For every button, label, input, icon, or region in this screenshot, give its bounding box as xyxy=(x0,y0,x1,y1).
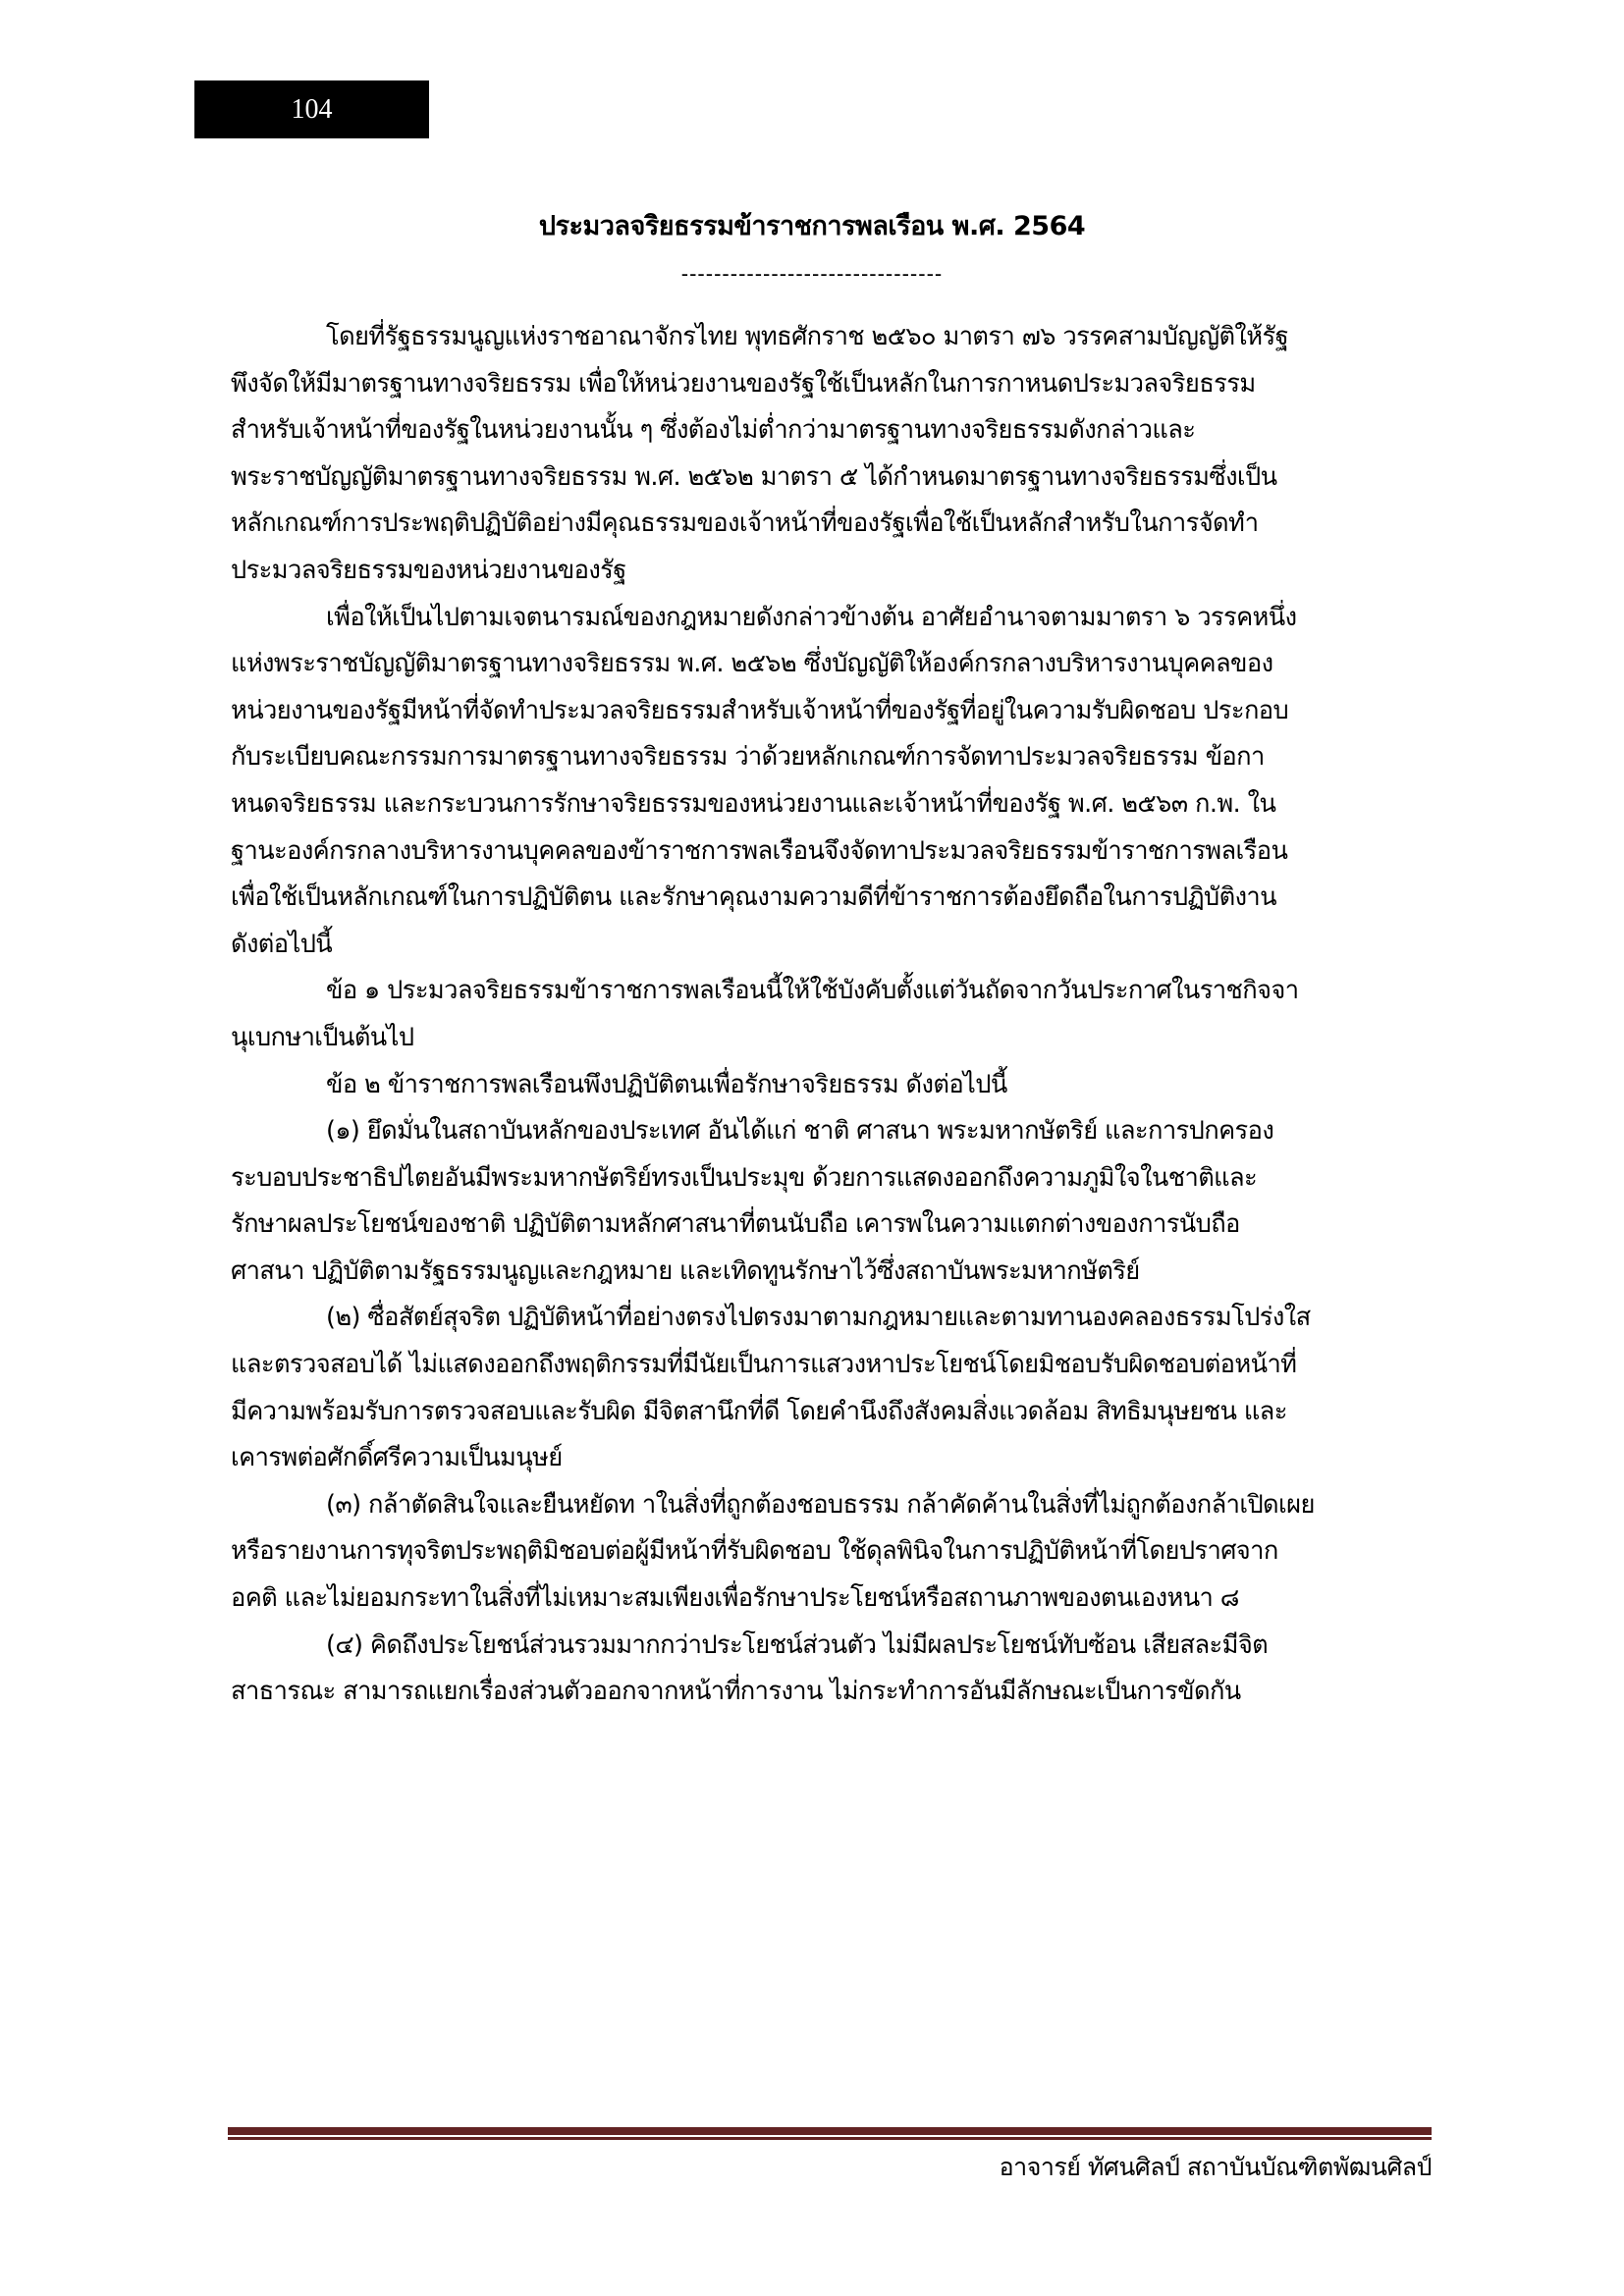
body-line: ประมวลจริยธรรมของหน่วยงานของรัฐ xyxy=(231,555,626,585)
body-line: ข้อ ๑ ประมวลจริยธรรมข้าราชการพลเรือนนี้ให้ใช้บังคับตั้งแต่วันถัดจากวันประกาศในราชกิจจา xyxy=(326,976,1299,1006)
document-title: ประมวลจริยธรรมข้าราชการพลเรือน พ.ศ. 2564 xyxy=(538,211,1086,241)
body-line: ข้อ ๒ ข้าราชการพลเรือนพึงปฏิบัติตนเพื่อรักษาจริยธรรม ดังต่อไปนี้ xyxy=(326,1069,1007,1099)
body-line: ฐานะองค์กรกลางบริหารงานบุคคลของข้าราชการพลเรือนจึงจัดทาประมวลจริยธรรมข้าราชการพลเรือน xyxy=(231,835,1288,866)
body-line: แห่งพระราชบัญญัติมาตรฐานทางจริยธรรม พ.ศ. ๒๕๖๒ ซึ่งบัญญัติให้องค์กรกลางบริหารงานบุคคลของ xyxy=(231,649,1273,679)
body-line: อคติ และไม่ยอมกระทาในสิ่งที่ไม่เหมาะสมเพียงเพื่อรักษาประโยชน์หรือสถานภาพของตนเองหนา ๘ xyxy=(231,1583,1239,1614)
body-line: (๒) ซื่อสัตย์สุจริต ปฏิบัติหน้าที่อย่างตรงไปตรงมาตามกฎหมายและตามทานองคลองธรรมโปร่งใส xyxy=(326,1303,1311,1333)
body-line: ดังต่อไปนี้ xyxy=(231,929,333,959)
body-line: (๑) ยึดมั่นในสถาบันหลักของประเทศ อันได้แก่ ชาติ ศาสนา พระมหากษัตริย์ และการปกครอง xyxy=(326,1116,1274,1147)
body-line: สาธารณะ สามารถแยกเรื่องส่วนตัวออกจากหน้าที่การงาน ไม่กระทำการอันมีลักษณะเป็นการขัดกัน xyxy=(231,1677,1241,1707)
page-number: 104 xyxy=(291,93,333,125)
footer-rule-thin xyxy=(228,2137,1432,2140)
body-line: พระราชบัญญัติมาตรฐานทางจริยธรรม พ.ศ. ๒๕๖๒ มาตรา ๕ ได้กำหนดมาตรฐานทางจริยธรรมซึ่งเป็น xyxy=(231,461,1277,492)
body-line: หน่วยงานของรัฐมีหน้าที่จัดทำประมวลจริยธรรมสำหรับเจ้าหน้าที่ของรัฐที่อยู่ในความรับผิดชอบ ประกอบ xyxy=(231,695,1289,725)
body-line: เคารพต่อศักดิ์ศรีความเป็นมนุษย์ xyxy=(231,1443,563,1473)
body-line: เพื่อให้เป็นไปตามเจตนารมณ์ของกฎหมายดังกล่าวข้างต้น อาศัยอำนาจตามมาตรา ๖ วรรคหนึ่ง xyxy=(326,602,1297,632)
footer-rule-thick xyxy=(228,2127,1432,2135)
body-line: หนดจริยธรรม และกระบวนการรักษาจริยธรรมของหน่วยงานและเจ้าหน้าที่ของรัฐ พ.ศ. ๒๕๖๓ ก.พ. ใน xyxy=(231,788,1276,819)
body-line: พึงจัดให้มีมาตรฐานทางจริยธรรม เพื่อให้หน่วยงานของรัฐใช้เป็นหลักในการกาหนดประมวลจริยธรรม xyxy=(231,368,1256,399)
body-line: กับระเบียบคณะกรรมการมาตรฐานทางจริยธรรม ว่าด้วยหลักเกณฑ์การจัดทาประมวลจริยธรรม ข้อกา xyxy=(231,742,1265,773)
document-body xyxy=(231,314,1431,1716)
body-line: หรือรายงานการทุจริตประพฤติมิชอบต่อผู้มีหน้าที่รับผิดชอบ ใช้ดุลพินิจในการปฏิบัติหน้าที่โดยปราศจาก xyxy=(231,1536,1278,1567)
footer-author-institution: อาจารย์ ทัศนศิลป์ สถาบันบัณฑิตพัฒนศิลป์ xyxy=(999,2153,1432,2181)
body-line: (๓) กล้าตัดสินใจและยืนหยัดท าในสิ่งที่ถูกต้องชอบธรรม กล้าคัดค้านในสิ่งที่ไม่ถูกต้องกล้าเปิดเผย xyxy=(326,1489,1315,1520)
body-line: นุเบกษาเป็นต้นไป xyxy=(231,1022,414,1052)
page-number-box xyxy=(194,80,429,138)
body-line: สำหรับเจ้าหน้าที่ของรัฐในหน่วยงานนั้น ๆ ซึ่งต้องไม่ต่ำกว่ามาตรฐานทางจริยธรรมดังกล่าวและ xyxy=(231,415,1196,446)
body-line: หลักเกณฑ์การประพฤติปฏิบัติอย่างมีคุณธรรมของเจ้าหน้าที่ของรัฐเพื่อใช้เป็นหลักสำหรับในการจัดทำ xyxy=(231,508,1259,539)
body-line: ระบอบประชาธิปไตยอันมีพระมหากษัตริย์ทรงเป็นประมุข ด้วยการแสดงออกถึงความภูมิใจในชาติและ xyxy=(231,1162,1258,1193)
body-line: และตรวจสอบได้ ไม่แสดงออกถึงพฤติกรรมที่มีนัยเป็นการแสวงหาประโยชน์โดยมิชอบรับผิดชอบต่อหน้าที่ xyxy=(231,1350,1297,1380)
body-line: (๔) คิดถึงประโยชน์ส่วนรวมมากกว่าประโยชน์ส่วนตัว ไม่มีผลประโยชน์ทับซ้อน เสียสละมีจิต xyxy=(326,1629,1269,1660)
body-line: ศาสนา ปฏิบัติตามรัฐธรรมนูญและกฎหมาย และเทิดทูนรักษาไว้ซึ่งสถาบันพระมหากษัตริย์ xyxy=(231,1255,1140,1286)
title-separator: -------------------------------- xyxy=(680,261,944,286)
body-line: มีความพร้อมรับการตรวจสอบและรับผิด มีจิตสานึกที่ดี โดยคำนึงถึงสังคมสิ่งแวดล้อม สิทธิมนุษยชน และ xyxy=(231,1396,1287,1426)
body-line: รักษาผลประโยชน์ของชาติ ปฏิบัติตามหลักศาสนาที่ตนนับถือ เคารพในความแตกต่างของการนับถือ xyxy=(231,1209,1240,1240)
body-line: เพื่อใช้เป็นหลักเกณฑ์ในการปฏิบัติตน และรักษาคุณงามความดีที่ข้าราชการต้องยึดถือในการปฏิบัติงาน xyxy=(231,882,1276,913)
body-line: โดยที่รัฐธรรมนูญแห่งราชอาณาจักรไทย พุทธศักราช ๒๕๖๐ มาตรา ๗๖ วรรคสามบัญญัติให้รัฐ xyxy=(326,322,1289,351)
